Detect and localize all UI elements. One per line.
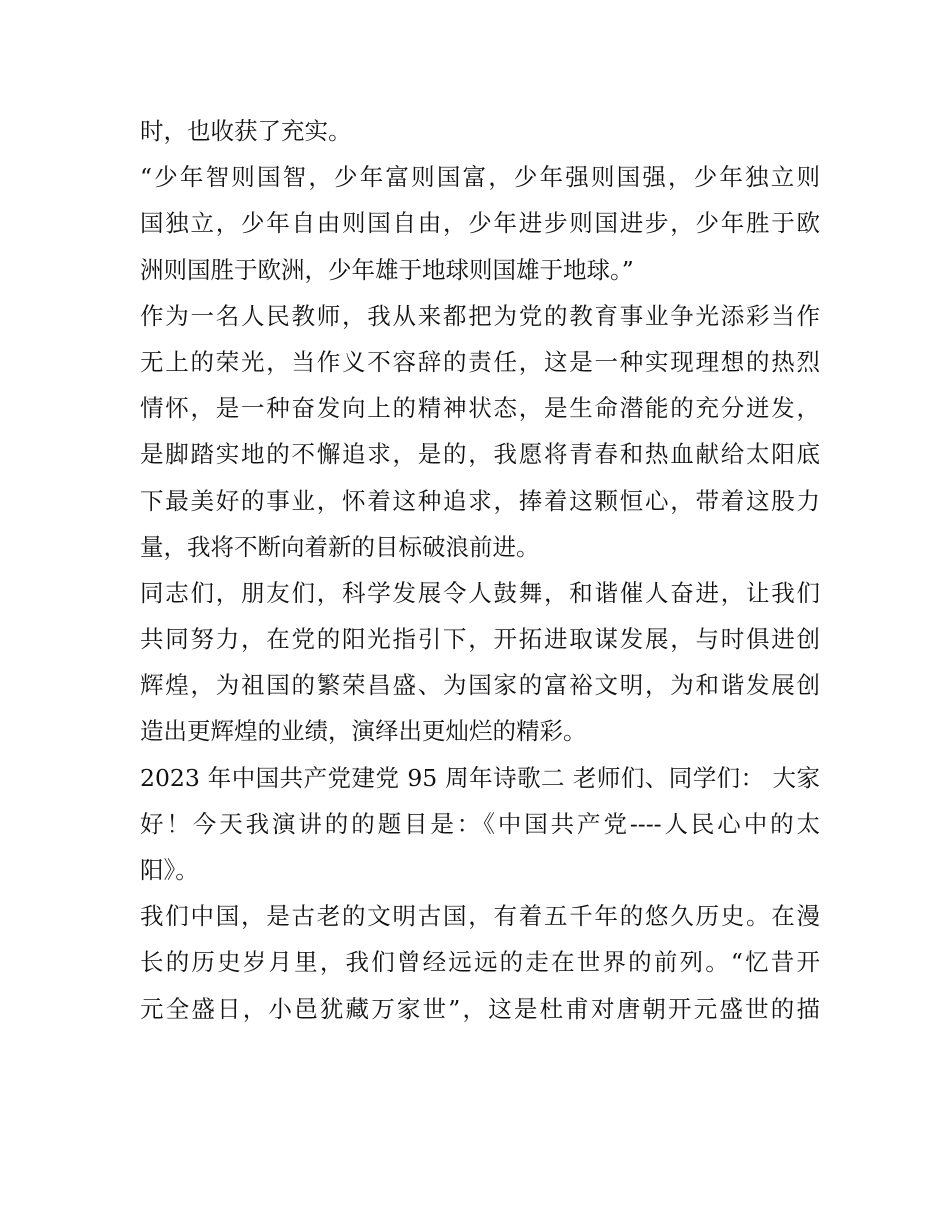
- body-text: [140, 108, 820, 1032]
- text-line: 量，我将不断向着新的目标破浪前进。: [140, 532, 540, 561]
- text-line: 辉煌，为祖国的繁荣昌盛、为国家的富裕文明，为和谐发展创: [140, 671, 820, 700]
- text-line: 下最美好的事业，怀着这种追求，捧着这颗恒心，带着这股力: [140, 486, 820, 515]
- text-line: 作为一名人民教师，我从来都把为党的教育事业争光添彩当作: [140, 301, 820, 330]
- text-line: 2023 年中国共产党建党 95 周年诗歌二 老师们、同学们： 大家: [140, 763, 820, 792]
- text-line: 国独立，少年自由则国自由，少年进步则国进步，少年胜于欧: [140, 209, 820, 238]
- text-line: 好！今天我演讲的的题目是：《中国共产党----人民心中的太: [140, 809, 820, 838]
- text-line: 洲则国胜于欧洲，少年雄于地球则国雄于地球。”: [140, 255, 634, 284]
- text-line: 长的历史岁月里，我们曾经远远的走在世界的前列。“忆昔开: [140, 948, 820, 977]
- text-line: 造出更辉煌的业绩，演绎出更灿烂的精彩。: [140, 717, 587, 746]
- text-line: 元全盛日，小邑犹藏万家世”，这是杜甫对唐朝开元盛世的描: [140, 994, 820, 1023]
- text-line: 共同努力，在党的阳光指引下，开拓进取谋发展，与时俱进创: [140, 625, 820, 654]
- text-line: 无上的荣光，当作义不容辞的责任，这是一种实现理想的热烈: [140, 347, 820, 376]
- text-line: 阳》。: [140, 856, 199, 884]
- text-line: 同志们，朋友们，科学发展令人鼓舞，和谐催人奋进，让我们: [140, 578, 820, 607]
- text-line: “少年智则国智，少年富则国富，少年强则国强，少年独立则: [140, 163, 820, 192]
- text-line: 时，也收获了充实。: [140, 117, 352, 145]
- text-line: 情怀，是一种奋发向上的精神状态，是生命潜能的充分迸发，: [140, 394, 820, 423]
- text-line: 是脚踏实地的不懈追求，是的，我愿将青春和热血献给太阳底: [140, 440, 820, 469]
- text-line: 我们中国，是古老的文明古国，有着五千年的悠久历史。在漫: [140, 902, 820, 931]
